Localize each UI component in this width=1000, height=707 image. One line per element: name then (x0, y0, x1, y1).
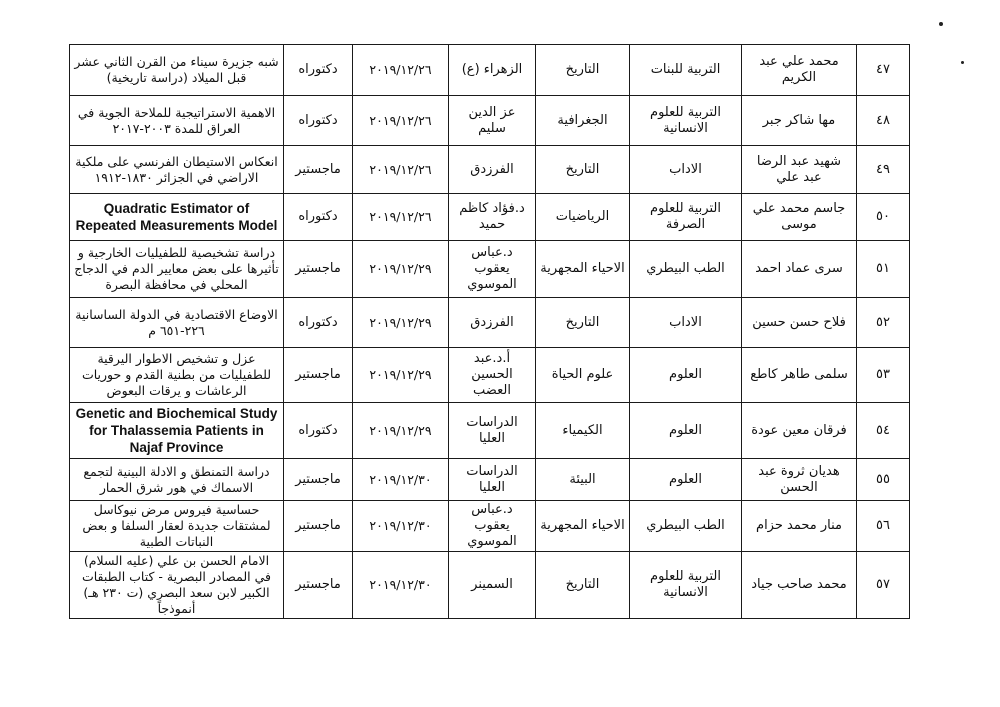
table-row (70, 459, 910, 501)
department: الجغرافية (536, 96, 630, 146)
table-row (70, 348, 910, 403)
row-number: ٥٠ (857, 194, 910, 241)
school: الدراسات العليا (449, 403, 536, 459)
degree: ماجستير (284, 552, 353, 619)
college: الاداب (630, 146, 742, 194)
school: الدراسات العليا (449, 459, 536, 501)
department: الكيمياء (536, 403, 630, 459)
student-name: فرقان معين عودة (742, 403, 857, 459)
table-row (70, 194, 910, 241)
department: التاريخ (536, 552, 630, 619)
row-number: ٥٥ (857, 459, 910, 501)
department: التاريخ (536, 45, 630, 96)
department: التاريخ (536, 146, 630, 194)
department: الاحياء المجهرية (536, 501, 630, 552)
student-name: شهيد عبد الرضا عبد علي (742, 146, 857, 194)
student-name: جاسم محمد علي موسى (742, 194, 857, 241)
degree: دكتوراه (284, 298, 353, 348)
department: علوم الحياة (536, 348, 630, 403)
school: الفرزدق (449, 146, 536, 194)
table-row (70, 146, 910, 194)
table-row (70, 45, 910, 96)
school: د.عباس يعقوب الموسوي (449, 241, 536, 298)
thesis-title: الامام الحسن بن علي (عليه السلام) في المصادر البصرية - كتاب الطبقات الكبير لابن سعد البصري (ت ٢٣٠ هـ) أنموذجاً (70, 552, 284, 619)
college: العلوم (630, 403, 742, 459)
degree: دكتوراه (284, 403, 353, 459)
student-name: مها شاكر جبر (742, 96, 857, 146)
college: الاداب (630, 298, 742, 348)
defense-date: ٢٠١٩/١٢/٣٠ (353, 552, 449, 619)
department: البيئة (536, 459, 630, 501)
thesis-title: انعكاس الاستيطان الفرنسي على ملكية الاراضي في الجزائر ١٨٣٠-١٩١٢ (70, 146, 284, 194)
row-number: ٥٤ (857, 403, 910, 459)
table-row (70, 552, 910, 619)
degree: دكتوراه (284, 45, 353, 96)
scan-mark (961, 61, 964, 64)
degree: ماجستير (284, 241, 353, 298)
row-number: ٥٣ (857, 348, 910, 403)
school: عز الدين سليم (449, 96, 536, 146)
college: العلوم (630, 348, 742, 403)
degree: دكتوراه (284, 96, 353, 146)
defense-date: ٢٠١٩/١٢/٢٩ (353, 348, 449, 403)
defense-date: ٢٠١٩/١٢/٢٩ (353, 298, 449, 348)
row-number: ٥٧ (857, 552, 910, 619)
thesis-title: الاهمية الاستراتيجية للملاحة الجوية في العراق للمدة ٢٠٠٣-٢٠١٧ (70, 96, 284, 146)
thesis-title: Quadratic Estimator of Repeated Measurements Model (70, 194, 284, 241)
department: الاحياء المجهرية (536, 241, 630, 298)
defense-date: ٢٠١٩/١٢/٢٦ (353, 45, 449, 96)
school: الزهراء (ع) (449, 45, 536, 96)
department: التاريخ (536, 298, 630, 348)
row-number: ٤٨ (857, 96, 910, 146)
defense-date: ٢٠١٩/١٢/٢٩ (353, 403, 449, 459)
defense-date: ٢٠١٩/١٢/٣٠ (353, 459, 449, 501)
college: العلوم (630, 459, 742, 501)
school: د.عباس يعقوب الموسوي (449, 501, 536, 552)
table-row (70, 403, 910, 459)
thesis-title: دراسة تشخيصية للطفيليات الخارجية و تأثيرها على بعض معايير الدم في الدجاج المحلي في محافظة البصرة (70, 241, 284, 298)
student-name: سلمى طاهر كاطع (742, 348, 857, 403)
student-name: منار محمد حزام (742, 501, 857, 552)
defense-date: ٢٠١٩/١٢/٢٩ (353, 241, 449, 298)
department: الرياضيات (536, 194, 630, 241)
student-name: محمد صاحب جياد (742, 552, 857, 619)
defense-date: ٢٠١٩/١٢/٢٦ (353, 146, 449, 194)
college: التربية للبنات (630, 45, 742, 96)
row-number: ٤٩ (857, 146, 910, 194)
table-row (70, 96, 910, 146)
table-row (70, 241, 910, 298)
row-number: ٥١ (857, 241, 910, 298)
thesis-title: حساسية فيروس مرض نيوكاسل لمشتقات جديدة لعقار السلفا و بعض النباتات الطبية (70, 501, 284, 552)
college: الطب البيطري (630, 501, 742, 552)
table-row (70, 298, 910, 348)
degree: ماجستير (284, 459, 353, 501)
college: التربية للعلوم الانسانية (630, 96, 742, 146)
row-number: ٥٦ (857, 501, 910, 552)
degree: ماجستير (284, 146, 353, 194)
student-name: فلاح حسن حسين (742, 298, 857, 348)
student-name: محمد علي عبد الكريم (742, 45, 857, 96)
school: د.فؤاد كاظم حميد (449, 194, 536, 241)
college: التربية للعلوم الصرفة (630, 194, 742, 241)
school: أ.د.عبد الحسين العضب (449, 348, 536, 403)
degree: دكتوراه (284, 194, 353, 241)
records-table (69, 44, 910, 619)
thesis-title: دراسة التمنطق و الادلة البينية لتجمع الاسماك في هور شرق الحمار (70, 459, 284, 501)
thesis-title: عزل و تشخيص الاطوار اليرقية للطفيليات من بطنية القدم و حوريات الرعاشات و يرقات البعوض (70, 348, 284, 403)
college: التربية للعلوم الانسانية (630, 552, 742, 619)
thesis-title: Genetic and Biochemical Study for Thalassemia Patients in Najaf Province (70, 403, 284, 459)
thesis-title: الاوضاع الاقتصادية في الدولة الساسانية ٢٢٦-٦٥١ م (70, 298, 284, 348)
student-name: هديان ثروة عبد الحسن (742, 459, 857, 501)
school: الفرزدق (449, 298, 536, 348)
degree: ماجستير (284, 501, 353, 552)
school: السمينر (449, 552, 536, 619)
defense-date: ٢٠١٩/١٢/٣٠ (353, 501, 449, 552)
scan-mark (939, 22, 943, 26)
defense-date: ٢٠١٩/١٢/٢٦ (353, 194, 449, 241)
table-row (70, 501, 910, 552)
degree: ماجستير (284, 348, 353, 403)
thesis-title: شبه جزيرة سيناء من القرن الثاني عشر قبل الميلاد (دراسة تاريخية) (70, 45, 284, 96)
college: الطب البيطري (630, 241, 742, 298)
row-number: ٤٧ (857, 45, 910, 96)
row-number: ٥٢ (857, 298, 910, 348)
defense-date: ٢٠١٩/١٢/٢٦ (353, 96, 449, 146)
student-name: سرى عماد احمد (742, 241, 857, 298)
